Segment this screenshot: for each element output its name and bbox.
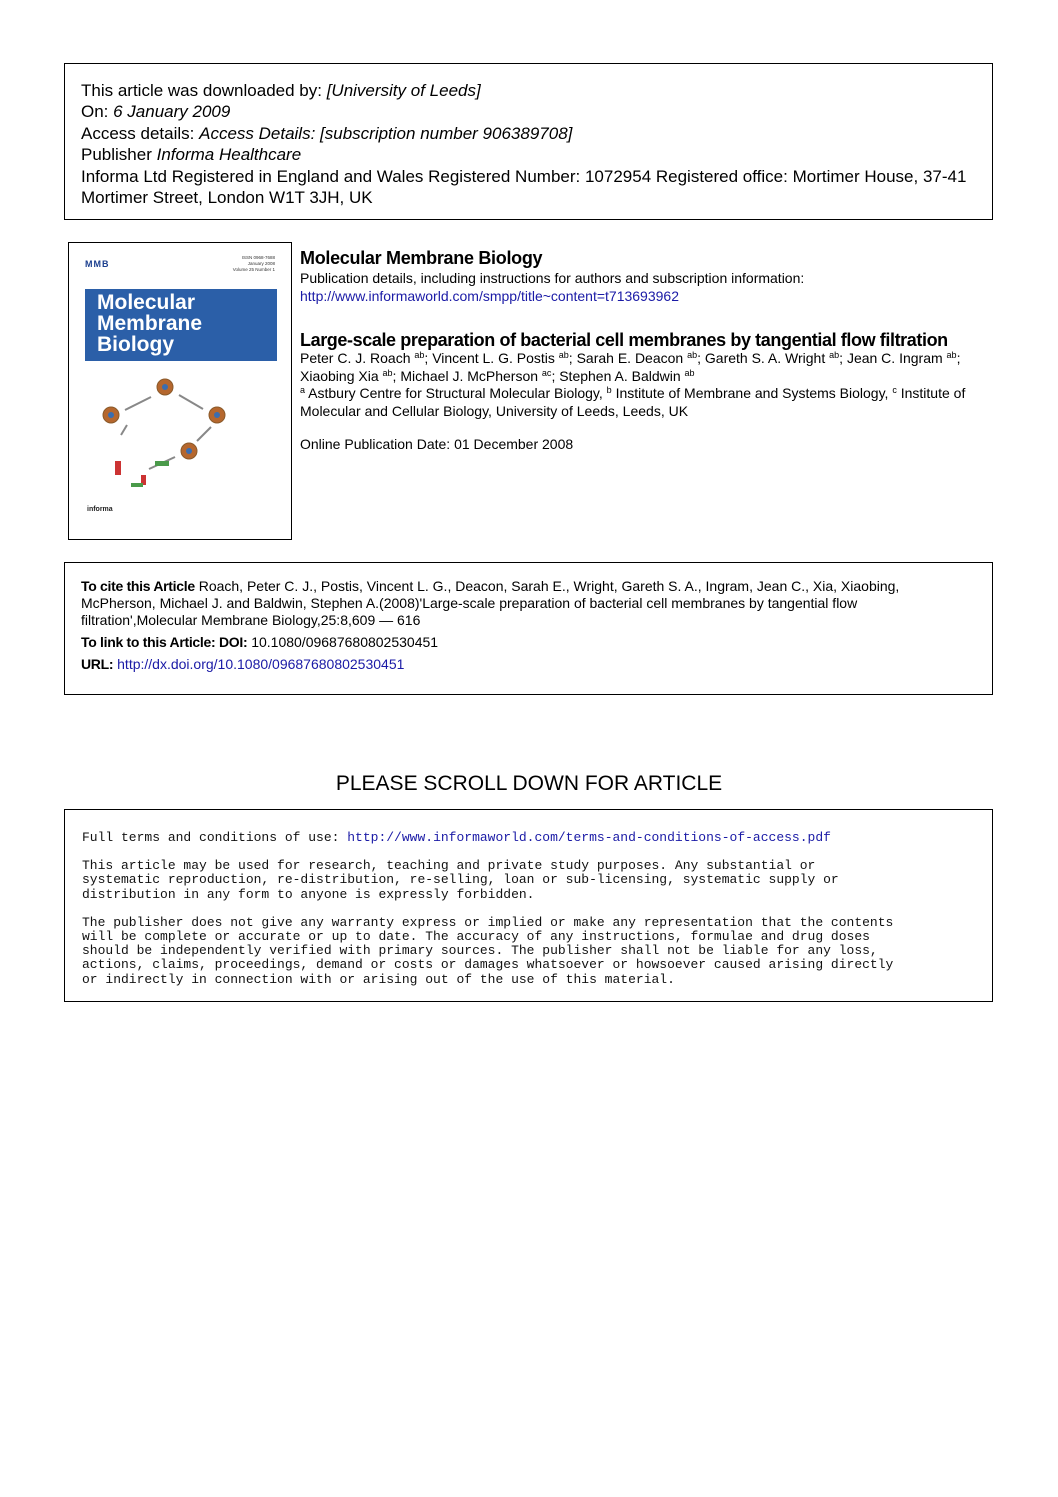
terms-prefix: Full terms and conditions of use: — [82, 830, 348, 845]
author-affiliation-sup: ab — [687, 350, 698, 360]
registered-office-text: Informa Ltd Registered in England and Wales Registered Number: 1072954 Registered office: Mortimer House, 37-41 Mortimer Street, London W1T 3JH, UK — [81, 166, 967, 208]
affiliation-sup: b — [606, 385, 612, 395]
author: Michael J. McPherson — [400, 367, 539, 384]
article-title: Large-scale preparation of bacterial cell membranes by tangential flow filtration — [300, 330, 948, 350]
download-info-box — [64, 63, 993, 220]
citation-box — [64, 562, 993, 695]
url-label: URL: — [81, 656, 114, 672]
download-date-label: On: — [81, 102, 114, 122]
cover-volume: Volume 25 Number 1 — [232, 267, 275, 272]
affiliation: Institute of Membrane and Systems Biology, — [615, 385, 889, 401]
publisher-value: Informa Healthcare — [156, 145, 302, 165]
author-affiliation-sup: ab — [684, 367, 695, 378]
cover-publisher: informa — [87, 506, 113, 513]
affiliation-sup: c — [892, 385, 897, 395]
access-details-line — [81, 123, 976, 144]
author-affiliation-sup: ab — [946, 350, 957, 360]
url-row — [81, 656, 976, 673]
cover-title-line: Biology — [97, 333, 174, 356]
author: Vincent L. G. Postis — [432, 350, 555, 366]
downloaded-by-value: [University of Leeds] — [326, 81, 481, 100]
cover-title-band — [85, 289, 277, 361]
author: Stephen A. Baldwin — [559, 367, 681, 384]
journal-title: Molecular Membrane Biology — [300, 248, 543, 268]
cover-issn-block — [233, 255, 275, 273]
author-affiliation-sup: ab — [382, 367, 393, 378]
cover-logo: MMB — [85, 259, 110, 269]
terms-disclaimer-paragraph: The publisher does not give any warranty express or implied or make any representation that the contents will be complete or accurate or up to date. The accuracy of any instructions, formulae and drug doses should be independently verified with primary sources. The publisher shall not be liable for any loss, actions, claims, proceedings, demand or costs or damages whatsoever or howsoever caused arising directly or indirectly in connection with or arising out of the use of this material. — [82, 914, 894, 987]
online-publication-date: Online Publication Date: 01 December 2008 — [300, 436, 574, 452]
terms-url-link[interactable]: http://www.informaworld.com/terms-and-conditions-of-access.pdf — [347, 830, 831, 845]
author: Peter C. J. Roach — [300, 350, 411, 366]
author-affiliation-sup: ac — [541, 367, 552, 378]
access-details-label: Access details: — [81, 123, 200, 143]
author: Jean C. Ingram — [846, 350, 943, 366]
terms-box — [64, 809, 993, 1002]
doi-row — [81, 634, 976, 651]
downloaded-by-line — [81, 80, 976, 101]
publication-details — [300, 269, 804, 305]
doi-label: To link to this Article: DOI: — [81, 634, 248, 650]
affiliation-sup: a — [300, 385, 306, 395]
author-list: Peter C. J. Roach $^{ab}$; Vincent L. G. Postis $^{ab}$; Sarah E. Deacon $^{ab}$; Gareth S. A. Wright $^{ab}$; Jean C. Ingram $^{ab}$; Xiaobing Xia $^{ab}$; Michael J. McPherson $^{ac}$; Stephen A. Baldwin $^{ab}$ — [300, 350, 961, 384]
cover-date: January 2008 — [247, 261, 275, 266]
affiliation: Astbury Centre for Structural Molecular Biology, — [308, 385, 603, 401]
cover-illustration — [85, 365, 277, 505]
cite-label: To cite this Article — [81, 578, 195, 594]
cite-text: Roach, Peter C. J., Postis, Vincent L. G., Deacon, Sarah E., Wright, Gareth S. A., Ingram, Jean C., Xia, Xiaobing, McPherson, Michael J. and Baldwin, Stephen A.(2008)'Large-scale preparation of bacterial cell membranes by tangential flow filtration',Molecular Membrane Biology,25:8,609 — 616 — [81, 578, 900, 628]
terms-link-line — [82, 831, 975, 845]
cite-row — [81, 578, 976, 629]
scroll-down-message: PLEASE SCROLL DOWN FOR ARTICLE — [335, 772, 723, 795]
cover-issn: ISSN 0968-7688 — [241, 255, 275, 260]
cover-title-line: Membrane — [97, 312, 203, 335]
journal-url-link[interactable]: http://www.informaworld.com/smpp/title~content=t713693962 — [300, 288, 679, 304]
terms-usage-paragraph: This article may be used for research, teaching and private study purposes. Any substantial or systematic reproduction, re-distribution, re-selling, loan or sub-licensing, systematic supply or distribution in any form to anyone is expressly forbidden. — [82, 858, 839, 902]
publisher-label: Publisher — [81, 145, 157, 165]
download-date-value: 6 January 2009 — [113, 102, 231, 122]
publisher-line — [81, 144, 976, 165]
author: Gareth S. A. Wright — [704, 350, 826, 366]
download-date-line — [81, 101, 976, 122]
journal-cover-image — [68, 242, 292, 540]
affiliations — [300, 385, 990, 420]
author-affiliation-sup: ab — [829, 350, 840, 360]
cover-title-line: Molecular — [97, 291, 196, 314]
doi-value: 10.1080/09687680802530451 — [251, 634, 439, 650]
downloaded-by-label: This article was downloaded by: — [81, 81, 327, 100]
affiliation: Institute of Molecular and Cellular Biology, University of Leeds, Leeds, UK — [300, 385, 966, 419]
access-details-value: Access Details: [subscription number 906389708] — [199, 123, 573, 143]
publication-details-text: Publication details, including instructions for authors and subscription information: — [300, 270, 805, 286]
author-affiliation-sup: ab — [414, 350, 425, 360]
author: Xiaobing Xia — [300, 367, 379, 384]
author: Sarah E. Deacon — [576, 350, 684, 366]
article-url-link[interactable]: http://dx.doi.org/10.1080/09687680802530451 — [117, 656, 405, 672]
author-affiliation-sup: ab — [558, 350, 569, 360]
